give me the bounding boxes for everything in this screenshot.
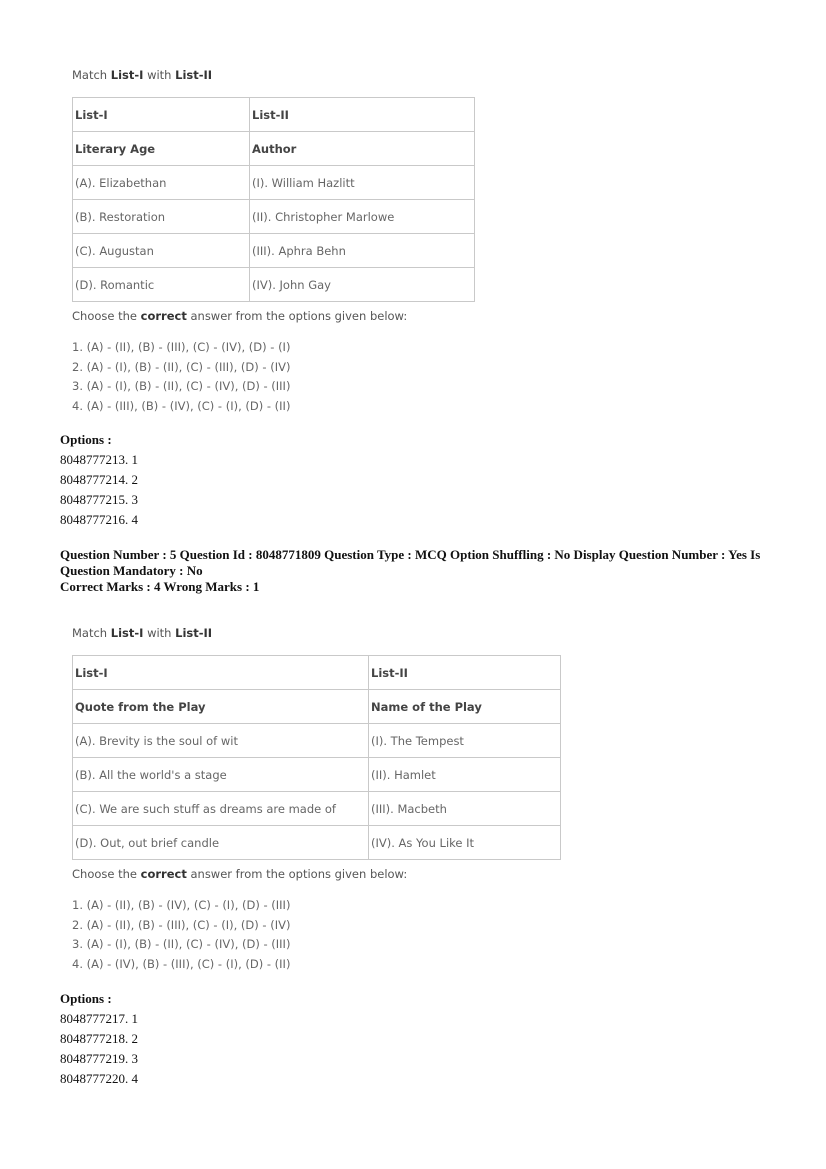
answer-list-q5 bbox=[72, 896, 561, 974]
choose-instruction bbox=[72, 308, 475, 324]
intro-text: Match bbox=[72, 626, 111, 640]
choose-text: Choose the bbox=[72, 309, 141, 323]
question-meta-line: Question Mandatory : No bbox=[60, 563, 203, 578]
option-item: 8048777219. 3 bbox=[60, 1051, 138, 1066]
table-cell: (A). Elizabethan bbox=[73, 166, 250, 200]
table-cell: (C). Augustan bbox=[73, 234, 250, 268]
intro-list2: List-II bbox=[175, 68, 213, 82]
question-4-body bbox=[72, 67, 475, 416]
answer-item: 2. (A) - (II), (B) - (III), (C) - (I), (D) - (IV) bbox=[72, 917, 291, 932]
question-5-meta bbox=[60, 547, 760, 595]
table-cell: (I). William Hazlitt bbox=[250, 166, 475, 200]
table-subheader-row bbox=[73, 690, 561, 724]
table-row bbox=[73, 166, 475, 200]
table-header-row bbox=[73, 98, 475, 132]
table-row bbox=[73, 792, 561, 826]
table-row bbox=[73, 758, 561, 792]
table-cell: (II). Christopher Marlowe bbox=[250, 200, 475, 234]
table-cell: Author bbox=[250, 132, 475, 166]
table-cell: List-II bbox=[250, 98, 475, 132]
options-label: Options : bbox=[60, 432, 112, 447]
choose-bold: correct bbox=[140, 867, 187, 881]
intro-text: with bbox=[143, 626, 176, 640]
choose-text: answer from the options given below: bbox=[186, 309, 408, 323]
table-cell: List-I bbox=[73, 656, 369, 690]
table-row bbox=[73, 234, 475, 268]
options-block-q5 bbox=[60, 989, 138, 1089]
table-row bbox=[73, 268, 475, 302]
options-label: Options : bbox=[60, 991, 112, 1006]
choose-bold: correct bbox=[140, 309, 187, 323]
table-cell: (B). Restoration bbox=[73, 200, 250, 234]
table-cell: (D). Romantic bbox=[73, 268, 250, 302]
table-cell: (D). Out, out brief candle bbox=[73, 826, 369, 860]
table-cell: Quote from the Play bbox=[73, 690, 369, 724]
match-table-q5 bbox=[72, 655, 561, 860]
answer-item: 4. (A) - (IV), (B) - (III), (C) - (I), (D) - (II) bbox=[72, 956, 291, 971]
table-subheader-row bbox=[73, 132, 475, 166]
option-item: 8048777218. 2 bbox=[60, 1031, 138, 1046]
question-5-intro bbox=[72, 625, 561, 641]
match-table-q4 bbox=[72, 97, 475, 302]
table-row bbox=[73, 826, 561, 860]
question-marks-line: Correct Marks : 4 Wrong Marks : 1 bbox=[60, 579, 260, 594]
table-cell: (IV). As You Like It bbox=[369, 826, 561, 860]
table-cell: (IV). John Gay bbox=[250, 268, 475, 302]
options-block-q4 bbox=[60, 430, 138, 530]
question-meta-line: Question Number : 5 Question Id : 8048771809 Question Type : MCQ Option Shuffling : No Display Question Number : Yes Is bbox=[60, 547, 761, 562]
answer-item: 4. (A) - (III), (B) - (IV), (C) - (I), (D) - (II) bbox=[72, 398, 291, 413]
table-cell: Literary Age bbox=[73, 132, 250, 166]
option-item: 8048777214. 2 bbox=[60, 472, 138, 487]
answer-list-q4 bbox=[72, 338, 475, 416]
table-cell: Name of the Play bbox=[369, 690, 561, 724]
intro-list2: List-II bbox=[175, 626, 213, 640]
question-5-body bbox=[72, 625, 561, 974]
table-row bbox=[73, 724, 561, 758]
table-row bbox=[73, 200, 475, 234]
intro-list1: List-I bbox=[110, 68, 144, 82]
table-cell: (III). Macbeth bbox=[369, 792, 561, 826]
intro-text: Match bbox=[72, 68, 111, 82]
option-item: 8048777216. 4 bbox=[60, 512, 138, 527]
option-item: 8048777217. 1 bbox=[60, 1011, 138, 1026]
choose-text: Choose the bbox=[72, 867, 141, 881]
table-cell: List-I bbox=[73, 98, 250, 132]
option-item: 8048777213. 1 bbox=[60, 452, 138, 467]
table-cell: (A). Brevity is the soul of wit bbox=[73, 724, 369, 758]
table-cell: (III). Aphra Behn bbox=[250, 234, 475, 268]
intro-text: with bbox=[143, 68, 176, 82]
table-cell: (B). All the world's a stage bbox=[73, 758, 369, 792]
choose-instruction bbox=[72, 866, 561, 882]
option-item: 8048777215. 3 bbox=[60, 492, 138, 507]
answer-item: 2. (A) - (I), (B) - (II), (C) - (III), (D) - (IV) bbox=[72, 359, 291, 374]
option-item: 8048777220. 4 bbox=[60, 1071, 138, 1086]
answer-item: 3. (A) - (I), (B) - (II), (C) - (IV), (D) - (III) bbox=[72, 379, 291, 393]
answer-item: 1. (A) - (II), (B) - (IV), (C) - (I), (D) - (III) bbox=[72, 898, 291, 912]
table-cell: List-II bbox=[369, 656, 561, 690]
answer-item: 3. (A) - (I), (B) - (II), (C) - (IV), (D) - (III) bbox=[72, 937, 291, 951]
answer-item: 1. (A) - (II), (B) - (III), (C) - (IV), (D) - (I) bbox=[72, 340, 291, 354]
question-4-intro bbox=[72, 67, 475, 83]
choose-text: answer from the options given below: bbox=[186, 867, 408, 881]
table-cell: (C). We are such stuff as dreams are made of bbox=[73, 792, 369, 826]
table-cell: (I). The Tempest bbox=[369, 724, 561, 758]
table-header-row bbox=[73, 656, 561, 690]
intro-list1: List-I bbox=[110, 626, 144, 640]
table-cell: (II). Hamlet bbox=[369, 758, 561, 792]
